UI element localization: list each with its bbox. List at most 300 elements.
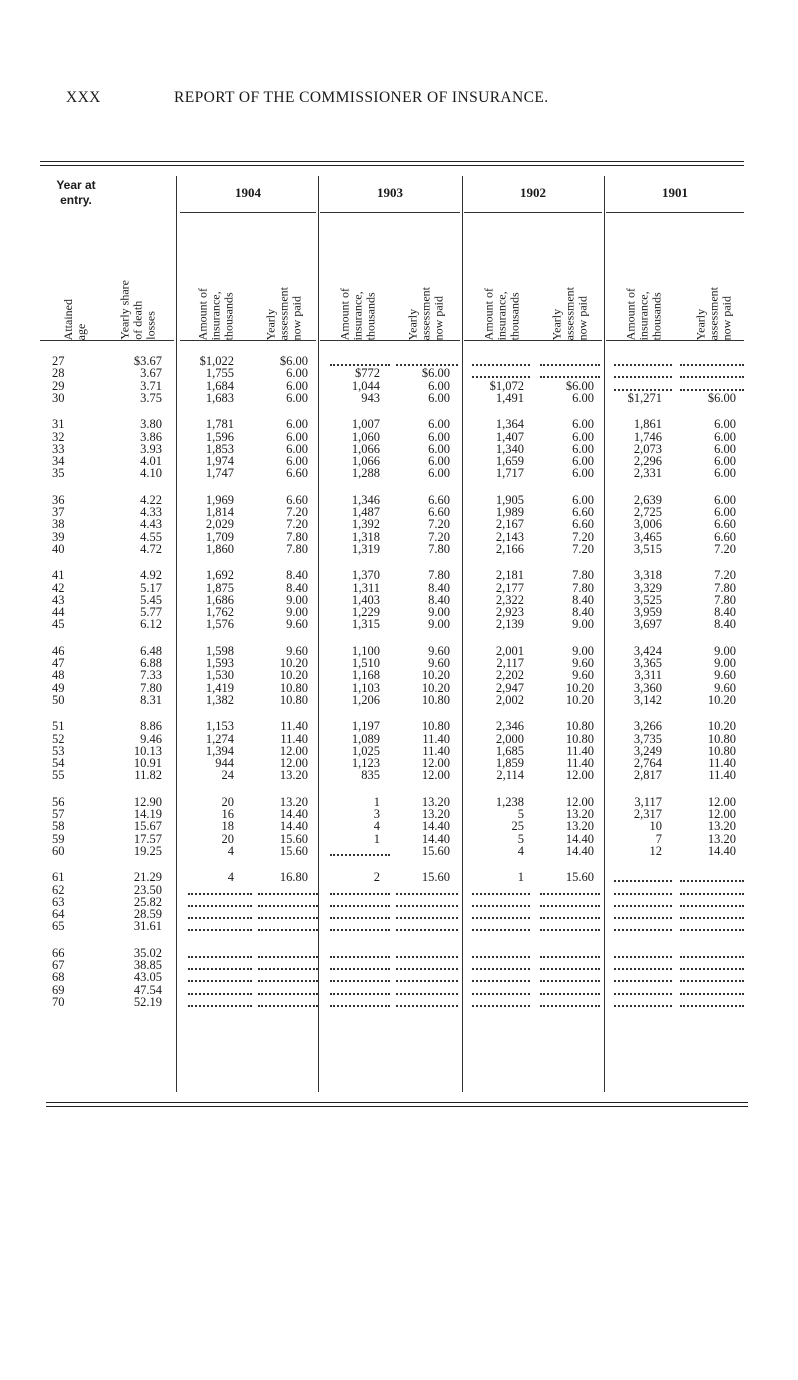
assessment-cell: 9.00 (286, 592, 308, 607)
attained-age-cell: 34 (52, 454, 65, 469)
assessment-cell: 7.80 (428, 568, 450, 583)
empty-cell-leader (614, 880, 672, 882)
empty-cell-leader (614, 905, 672, 907)
table-row (0, 947, 798, 960)
yearly-share-cell: 3.93 (140, 441, 162, 456)
amount-cell: 1,487 (351, 505, 380, 519)
assessment-cell: 9.60 (286, 617, 308, 632)
attained-age-cell: 45 (52, 617, 65, 632)
assessment-cell: 8.40 (286, 568, 308, 583)
empty-cell-leader (540, 905, 600, 907)
table-row (0, 645, 798, 658)
yearly-share-cell: 31.61 (133, 919, 162, 934)
empty-cell-leader (472, 905, 530, 907)
amount-cell: 1,123 (351, 756, 380, 771)
amount-cell: 25 (511, 819, 524, 834)
empty-cell-leader (188, 968, 252, 970)
yearly-share-cell: 35.02 (133, 945, 162, 960)
assessment-cell: 9.60 (572, 656, 594, 670)
amount-cell: 1,025 (351, 743, 380, 758)
empty-cell-leader (680, 917, 744, 919)
assessment-cell: 8.40 (714, 617, 736, 632)
assessment-cell: 15.60 (279, 843, 308, 858)
empty-cell-leader (680, 905, 744, 907)
amount-cell: 2,029 (205, 517, 234, 532)
table-row (0, 959, 798, 972)
empty-cell-leader (258, 929, 318, 931)
table-row (0, 733, 798, 746)
assessment-cell: 14.40 (421, 819, 450, 834)
assessment-cell: 8.40 (572, 605, 594, 620)
attained-age-cell: 42 (52, 580, 65, 595)
table-row (0, 769, 798, 782)
assessment-1904-header: Yearly assessment now paid (263, 286, 304, 340)
yearly-share-cell: $3.67 (133, 354, 162, 368)
amount-cell: 1 (517, 870, 524, 885)
empty-cell-leader (614, 993, 672, 995)
yearly-share-cell: 38.85 (133, 958, 162, 972)
assessment-cell: 12.00 (565, 768, 594, 783)
empty-cell-leader (258, 893, 318, 895)
amount-cell: 1,969 (205, 492, 234, 507)
assessment-cell: 10.80 (707, 731, 736, 746)
empty-cell-leader (330, 905, 390, 907)
assessment-cell: 9.60 (428, 643, 450, 658)
amount-cell: 1,100 (351, 643, 380, 658)
assessment-cell: 7.20 (286, 505, 308, 519)
amount-cell: 2,317 (633, 807, 662, 821)
attained-age-cell: 70 (52, 994, 65, 1009)
assessment-cell: 14.40 (565, 831, 594, 846)
attained-age-cell: 41 (52, 568, 65, 583)
empty-cell-leader (396, 980, 458, 982)
top-rule (40, 161, 744, 162)
empty-cell-leader (258, 980, 318, 982)
attained-age-cell: 27 (52, 354, 65, 368)
empty-cell-leader (188, 893, 252, 895)
yearly-share-cell: 3.75 (140, 390, 162, 405)
amount-cell: 1,746 (633, 429, 662, 444)
attained-age-cell: 28 (52, 366, 65, 381)
amount-cell: 1,403 (351, 592, 380, 607)
attained-age-cell: 35 (52, 466, 65, 481)
assessment-cell: 14.40 (279, 819, 308, 834)
attained-age-cell: 56 (52, 794, 65, 809)
empty-cell-leader (680, 893, 744, 895)
empty-cell-leader (258, 993, 318, 995)
amount-cell: 1,060 (351, 429, 380, 444)
assessment-cell: 7.80 (572, 580, 594, 595)
assessment-cell: 7.20 (428, 517, 450, 532)
amount-cell: 1,238 (495, 794, 524, 809)
bottom-rule (46, 1102, 748, 1103)
header-underline (180, 340, 316, 341)
attained-age-cell: 68 (52, 970, 65, 985)
amount-cell: 1,989 (495, 505, 524, 519)
amount-cell: 1,311 (352, 580, 380, 595)
amount-cell: 3,318 (633, 568, 662, 583)
empty-cell-leader (330, 917, 390, 919)
empty-cell-leader (680, 968, 744, 970)
amount-cell: 3,311 (634, 668, 662, 683)
amount-cell: 2,296 (633, 454, 662, 469)
amount-cell: 3,365 (633, 656, 662, 670)
year-underline (180, 212, 316, 213)
yearly-share-cell: 43.05 (133, 970, 162, 985)
amount-cell: 1,319 (351, 541, 380, 556)
assessment-cell: 10.80 (279, 680, 308, 695)
empty-cell-leader (540, 993, 600, 995)
assessment-cell: 6.60 (714, 529, 736, 544)
assessment-cell: 6.60 (572, 505, 594, 519)
assessment-cell: 6.00 (428, 378, 450, 393)
empty-cell-leader (540, 376, 600, 378)
table-row (0, 506, 798, 519)
assessment-cell: 13.20 (565, 819, 594, 834)
assessment-cell: 7.80 (714, 580, 736, 595)
yearly-share-cell: 52.19 (133, 994, 162, 1009)
assessment-cell: 13.20 (279, 794, 308, 809)
amount-cell: 1,206 (351, 692, 380, 707)
amount-cell: 3,142 (633, 692, 662, 707)
empty-cell-leader (472, 993, 530, 995)
attained-age-cell: 29 (52, 378, 65, 393)
year-underline (320, 212, 460, 213)
yearly-share-cell: 6.48 (140, 643, 162, 658)
empty-cell-leader (188, 1005, 252, 1007)
assessment-cell: 9.00 (572, 617, 594, 632)
header-underline (606, 340, 744, 341)
amount-cell: 1,755 (205, 366, 234, 381)
empty-cell-leader (540, 893, 600, 895)
attained-age-cell: 40 (52, 541, 65, 556)
yearly-share-cell: 4.92 (140, 568, 162, 583)
assessment-cell: 8.40 (286, 580, 308, 595)
assessment-cell: 15.60 (421, 843, 450, 858)
table-row (0, 971, 798, 984)
amount-cell: 2,143 (495, 529, 524, 544)
amount-cell: 20 (221, 831, 234, 846)
yearly-share-cell: 7.80 (140, 680, 162, 695)
amount-cell: 1,346 (351, 492, 380, 507)
empty-cell-leader (396, 993, 458, 995)
amount-cell: 3,360 (633, 680, 662, 695)
amount-cell: 1,530 (205, 668, 234, 683)
amount-cell: 3,697 (633, 617, 662, 632)
amount-cell: 1,974 (205, 454, 234, 469)
yearly-share-cell: 5.77 (140, 605, 162, 620)
amount-cell: 2,000 (495, 731, 524, 746)
amount-cell: 1,066 (351, 454, 380, 469)
yearly-share-cell: 25.82 (133, 894, 162, 909)
assessment-cell: 11.40 (566, 756, 594, 771)
amount-cell: 24 (221, 768, 234, 783)
empty-cell-leader (614, 968, 672, 970)
assessment-cell: 6.00 (428, 454, 450, 469)
table-row (0, 682, 798, 695)
amount-cell: 1,315 (351, 617, 380, 632)
amount-cell: 1,905 (495, 492, 524, 507)
empty-cell-leader (396, 905, 458, 907)
table-row (0, 908, 798, 921)
empty-cell-leader (472, 1005, 530, 1007)
assessment-cell: 8.40 (714, 605, 736, 620)
assessment-cell: 13.20 (707, 831, 736, 846)
amount-cell: 943 (361, 390, 380, 405)
amount-cell: 2,331 (633, 466, 662, 481)
yearly-share-cell: 4.33 (140, 505, 162, 519)
assessment-cell: 10.80 (421, 692, 450, 707)
year-1903-label: 1903 (377, 185, 403, 200)
amount-cell: 4 (227, 843, 234, 858)
amount-cell: 944 (215, 756, 234, 771)
empty-cell-leader (540, 956, 600, 958)
amount-cell: 1,576 (205, 617, 234, 632)
amount-cell: 2,117 (496, 656, 524, 670)
amount-cell: 1,684 (205, 378, 234, 393)
empty-cell-leader (540, 917, 600, 919)
table-row (0, 669, 798, 682)
table-row (0, 657, 798, 670)
attained-age-cell: 49 (52, 680, 65, 695)
empty-cell-leader (680, 880, 744, 882)
amount-cell: 1,392 (351, 517, 380, 532)
assessment-cell: 6.00 (286, 366, 308, 381)
amount-cell: 2,177 (495, 580, 524, 595)
amount-cell: 1,747 (205, 466, 234, 481)
assessment-cell: 10.80 (421, 719, 450, 734)
attained-age-cell: 46 (52, 643, 65, 658)
amount-cell: 1,419 (205, 680, 234, 695)
empty-cell-leader (188, 905, 252, 907)
assessment-cell: $6.00 (421, 366, 450, 381)
yearly-share-cell: 3.71 (140, 378, 162, 393)
attained-age-cell: 38 (52, 517, 65, 532)
assessment-cell: 11.40 (280, 731, 308, 746)
assessment-cell: $6.00 (565, 378, 594, 393)
amount-cell: 3,117 (634, 794, 662, 809)
amount-cell: 1,859 (495, 756, 524, 771)
assessment-cell: 9.60 (714, 680, 736, 695)
assessment-cell: 7.20 (286, 517, 308, 532)
amount-cell: 1 (373, 831, 380, 846)
assessment-cell: 9.60 (428, 656, 450, 670)
attained-age-cell: 39 (52, 529, 65, 544)
assessment-cell: 10.20 (565, 680, 594, 695)
assessment-cell: 12.00 (565, 794, 594, 809)
empty-cell-leader (680, 1005, 744, 1007)
table-row (0, 808, 798, 821)
empty-cell-leader (614, 1005, 672, 1007)
year-underline (464, 212, 602, 213)
assessment-cell: 6.60 (286, 466, 308, 481)
year-underline (606, 212, 744, 213)
amount-cell: 1,407 (495, 429, 524, 444)
assessment-cell: 6.00 (286, 378, 308, 393)
yearly-share-cell: 4.22 (140, 492, 162, 507)
assessment-cell: 14.40 (279, 807, 308, 821)
assessment-cell: 10.20 (421, 680, 450, 695)
yearly-share-cell: 9.46 (140, 731, 162, 746)
assessment-cell: 6.00 (286, 441, 308, 456)
assessment-cell: 6.60 (428, 492, 450, 507)
assessment-cell: 10.80 (565, 719, 594, 734)
yearly-share-cell: 6.12 (140, 617, 162, 632)
table-row (0, 996, 798, 1009)
attained-age-cell: 67 (52, 958, 65, 972)
assessment-cell: 9.60 (572, 668, 594, 683)
assessment-cell: 9.00 (714, 656, 736, 670)
empty-cell-leader (396, 968, 458, 970)
assessment-cell: 9.00 (428, 617, 450, 632)
attained-age-cell: 51 (52, 719, 65, 734)
assessment-cell: 12.00 (421, 768, 450, 783)
assessment-cell: 12.00 (707, 794, 736, 809)
yearly-share-cell: 3.86 (140, 429, 162, 444)
table-row (0, 618, 798, 631)
assessment-cell: 6.00 (714, 505, 736, 519)
attained-age-cell: 65 (52, 919, 65, 934)
assessment-cell: 10.80 (707, 743, 736, 758)
amount-cell: 2,001 (495, 643, 524, 658)
empty-cell-leader (680, 980, 744, 982)
amount-cell: 12 (649, 843, 662, 858)
empty-cell-leader (188, 980, 252, 982)
empty-cell-leader (680, 956, 744, 958)
empty-cell-leader (680, 993, 744, 995)
amount-1904-header: Amount of insurance, thousands (195, 287, 236, 340)
empty-cell-leader (330, 956, 390, 958)
amount-cell: 1,762 (205, 605, 234, 620)
empty-cell-leader (330, 893, 390, 895)
attained-age-cell: 59 (52, 831, 65, 846)
assessment-cell: 13.20 (707, 819, 736, 834)
amount-cell: 2,167 (495, 517, 524, 532)
assessment-cell: 12.00 (707, 807, 736, 821)
amount-cell: 1,229 (351, 605, 380, 620)
year-at-entry-label: Year at entry. (56, 178, 96, 207)
assessment-cell: 9.00 (572, 643, 594, 658)
amount-cell: 835 (361, 768, 380, 783)
amount-cell: 2,139 (495, 617, 524, 632)
amount-cell: 2,923 (495, 605, 524, 620)
assessment-cell: 10.20 (279, 656, 308, 670)
amount-cell: 1,686 (205, 592, 234, 607)
page-number: XXX (66, 89, 101, 106)
amount-cell: 2,817 (633, 768, 662, 783)
amount-cell: 3,424 (633, 643, 662, 658)
empty-cell-leader (258, 968, 318, 970)
amount-cell: 1,382 (205, 692, 234, 707)
assessment-cell: 7.80 (572, 568, 594, 583)
empty-cell-leader (680, 929, 744, 931)
assessment-cell: 15.60 (421, 870, 450, 885)
empty-cell-leader (472, 956, 530, 958)
assessment-cell: 6.00 (572, 441, 594, 456)
amount-cell: $1,072 (489, 378, 524, 393)
assessment-cell: 6.00 (572, 492, 594, 507)
amount-cell: 4 (227, 870, 234, 885)
assessment-cell: 13.20 (421, 807, 450, 821)
bottom-rule (46, 1106, 748, 1107)
empty-cell-leader (472, 364, 530, 366)
assessment-cell: 14.40 (565, 843, 594, 858)
assessment-cell: 9.60 (286, 643, 308, 658)
attained-age-cell: 43 (52, 592, 65, 607)
amount-cell: $772 (355, 366, 380, 381)
assessment-cell: 6.00 (714, 441, 736, 456)
assessment-cell: 12.00 (279, 756, 308, 771)
amount-cell: 1,318 (351, 529, 380, 544)
assessment-cell: 9.60 (714, 668, 736, 683)
assessment-cell: 12.00 (279, 743, 308, 758)
amount-cell: 1,370 (351, 568, 380, 583)
table-row (0, 467, 798, 480)
attained-age-cell: 63 (52, 894, 65, 909)
assessment-cell: 7.20 (572, 541, 594, 556)
page-header (66, 89, 746, 111)
yearly-share-cell: 19.25 (133, 843, 162, 858)
attained-age-cell: 60 (52, 843, 65, 858)
amount-cell: 1,692 (205, 568, 234, 583)
empty-cell-leader (472, 929, 530, 931)
table-row (0, 543, 798, 556)
table-row (0, 569, 798, 582)
yearly-share-cell: 21.29 (133, 870, 162, 885)
amount-cell: 1,685 (495, 743, 524, 758)
assessment-cell: 6.60 (572, 517, 594, 532)
assessment-cell: 6.60 (286, 492, 308, 507)
amount-cell: 2,947 (495, 680, 524, 695)
assessment-cell: 11.40 (708, 768, 736, 783)
attained-age-cell: 58 (52, 819, 65, 834)
amount-cell: 1,853 (205, 441, 234, 456)
assessment-cell: 11.40 (422, 731, 450, 746)
assessment-cell: $6.00 (707, 390, 736, 405)
yearly-share-cell: 5.45 (140, 592, 162, 607)
empty-cell-leader (188, 917, 252, 919)
assessment-cell: 7.80 (286, 541, 308, 556)
amount-cell: 3,249 (633, 743, 662, 758)
amount-cell: 1,683 (205, 390, 234, 405)
attained-age-cell: 44 (52, 605, 65, 620)
assessment-cell: 8.40 (572, 592, 594, 607)
assessment-cell: 14.40 (707, 843, 736, 858)
table-row (0, 796, 798, 809)
empty-cell-leader (396, 893, 458, 895)
yearly-share-header: Yearly share of death losses (117, 280, 158, 340)
amount-cell: 1,659 (495, 454, 524, 469)
empty-cell-leader (614, 364, 672, 366)
amount-cell: 1,274 (205, 731, 234, 746)
assessment-cell: 11.40 (422, 743, 450, 758)
assessment-cell: 11.40 (566, 743, 594, 758)
yearly-share-cell: 4.72 (140, 541, 162, 556)
yearly-share-cell: 14.19 (133, 807, 162, 821)
attained-age-header: Attained age (61, 298, 88, 340)
table-row (0, 380, 798, 393)
assessment-cell: $6.00 (279, 354, 308, 368)
yearly-share-cell: 11.82 (134, 768, 162, 783)
table-row (0, 392, 798, 405)
attained-age-cell: 52 (52, 731, 65, 746)
amount-cell: 1 (373, 794, 380, 809)
yearly-share-cell: 17.57 (133, 831, 162, 846)
assessment-cell: 11.40 (708, 756, 736, 771)
assessment-cell: 7.20 (428, 529, 450, 544)
empty-cell-leader (258, 905, 318, 907)
assessment-cell: 6.00 (286, 390, 308, 405)
